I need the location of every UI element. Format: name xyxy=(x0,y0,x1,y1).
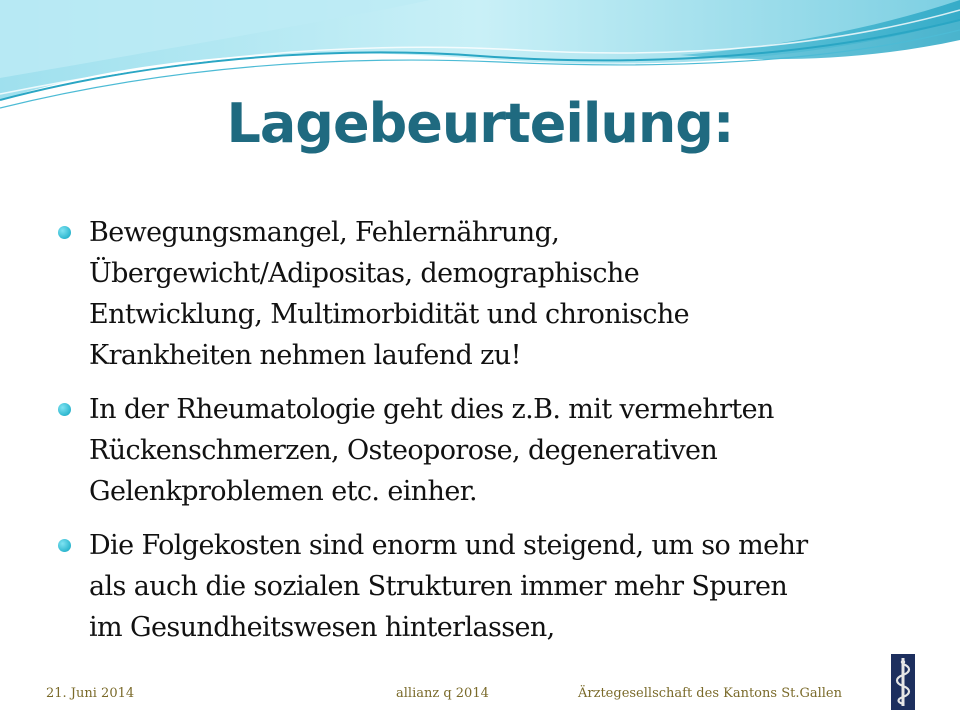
bullet-dot-icon xyxy=(58,226,71,239)
bullet-line: Bewegungsmangel, Fehlernährung, xyxy=(89,217,560,248)
bullet-line: im Gesundheitswesen hinterlassen, xyxy=(89,612,555,643)
bullet-line: als auch die sozialen Strukturen immer mehr Spuren xyxy=(89,571,788,602)
bullet-line: In der Rheumatologie geht dies z.B. mit vermehrten xyxy=(89,394,774,425)
bullet-line: Entwicklung, Multimorbidität und chronische xyxy=(89,299,690,330)
bullet-dot-icon xyxy=(58,539,71,552)
bullet-item xyxy=(56,389,926,512)
slide-title: Lagebeurteilung: xyxy=(226,92,734,155)
footer-date: 21. Juni 2014 xyxy=(46,686,135,701)
footer-organization: Ärztegesellschaft des Kantons St.Gallen xyxy=(578,686,842,701)
bullet-line: Rückenschmerzen, Osteoporose, degenerativen xyxy=(89,435,718,466)
aesculapius-staff-icon xyxy=(891,654,915,710)
bullet-item xyxy=(56,212,926,376)
bullet-list xyxy=(56,212,926,661)
bullet-line: Die Folgekosten sind enorm und steigend, um so mehr xyxy=(89,530,808,561)
bullet-item xyxy=(56,525,926,648)
bullet-line: Gelenkproblemen etc. einher. xyxy=(89,476,478,507)
bullet-dot-icon xyxy=(58,403,71,416)
bullet-line: Krankheiten nehmen laufend zu! xyxy=(89,340,521,371)
footer-center-text: allianz q 2014 xyxy=(396,686,489,701)
bullet-line: Übergewicht/Adipositas, demographische xyxy=(89,258,640,289)
